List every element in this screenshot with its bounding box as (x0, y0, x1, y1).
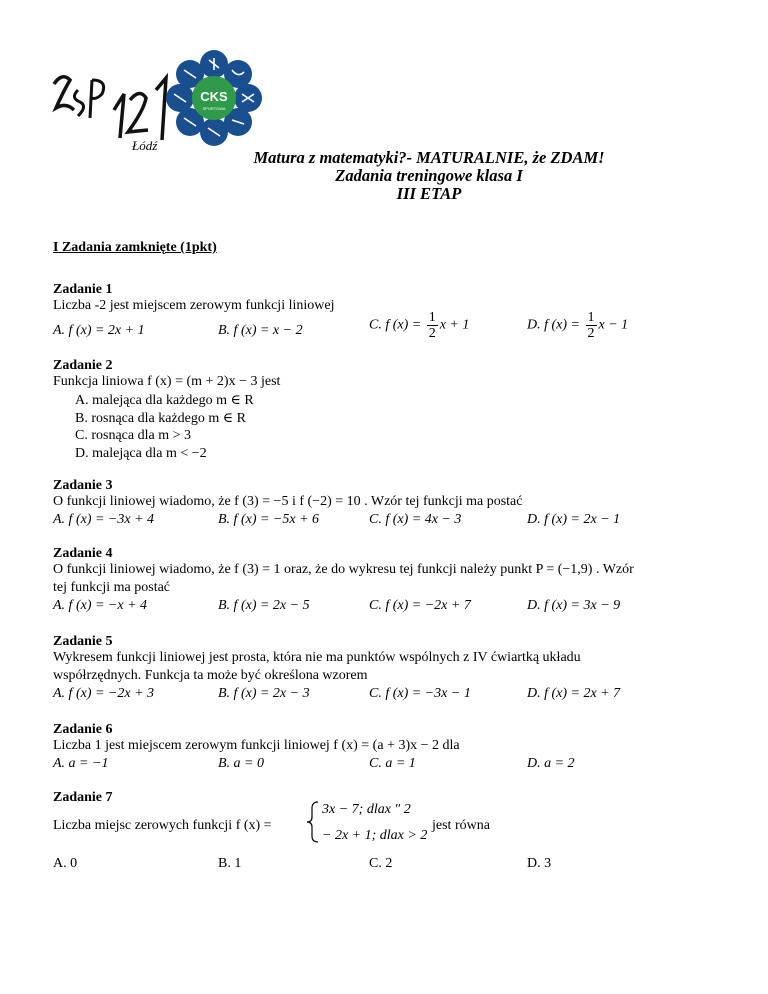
svg-text:CKS: CKS (200, 89, 228, 104)
task-1-option-d: D. f (x) = $\frac{1}{2}$ x − 1 (527, 310, 629, 341)
logo-city: Łódź (132, 138, 158, 153)
task-5-option-b: B. f (x) = 2x − 3 (218, 686, 310, 701)
cks-badge (166, 50, 262, 146)
task-7-case-2: − 2x + 1; dlax > 2 (322, 828, 428, 843)
task-3-text: O funkcji liniowej wiadomo, że f (3) = −5 i f (−2) = 10 . Wzór tej funkcji ma postać (53, 494, 523, 509)
task-7-case-1: 3x − 7; dlax ″ 2 (322, 802, 411, 817)
task-3-option-b: B. f (x) = −5x + 6 (218, 512, 320, 527)
brace-icon (306, 800, 320, 844)
task-1-option-b: B. f (x) = x − 2 (218, 323, 303, 338)
task-1-text: Liczba -2 jest miejscem zerowym funkcji liniowej (53, 298, 335, 313)
task-2-title: Zadanie 2 (53, 358, 113, 373)
task-2-option-c: C. rosnąca dla m > 3 (75, 428, 191, 443)
page-subtitle: Zadania treningowe klasa I (335, 166, 523, 185)
task-3-option-d: D. f (x) = 2x − 1 (527, 512, 621, 527)
task-7-tail: jest równa (432, 818, 490, 833)
task-7-option-a: A. 0 (53, 856, 78, 871)
task-3-title: Zadanie 3 (53, 478, 113, 493)
task-1-option-c: C. f (x) = $\frac{1}{2}$ x + 1 (369, 310, 470, 341)
page-stage: III ETAP (396, 184, 462, 203)
task-4-option-b: B. f (x) = 2x − 5 (218, 598, 310, 613)
task-4-option-c: C. f (x) = −2x + 7 (369, 598, 471, 613)
task-7-text: Liczba miejsc zerowych funkcji f (x) = (53, 818, 272, 833)
task-4-text: O funkcji liniowej wiadomo, że f (3) = 1 oraz, że do wykresu tej funkcji należy punkt P = (−1,9) . Wzór (53, 562, 634, 577)
school-logo (48, 50, 318, 160)
section-title: I Zadania zamknięte (1pkt) (53, 240, 217, 255)
task-5-text-cont: współrzędnych. Funkcja ta może być określona wzorem (53, 668, 368, 683)
svg-text:SPORTOWA: SPORTOWA (202, 106, 226, 111)
task-4-title: Zadanie 4 (53, 546, 113, 561)
task-2-option-b: B. rosnąca dla każdego m ∈ R (75, 411, 246, 426)
task-2-text: Funkcja liniowa f (x) = (m + 2)x − 3 jest (53, 374, 281, 389)
task-6-option-d: D. a = 2 (527, 756, 575, 771)
task-6-text: Liczba 1 jest miejscem zerowym funkcji liniowej f (x) = (a + 3)x − 2 dla (53, 738, 460, 753)
task-7-option-d: D. 3 (527, 856, 552, 871)
task-5-title: Zadanie 5 (53, 634, 113, 649)
fraction-one-half: $\frac{1}{2}$ (587, 310, 595, 341)
task-4-option-d: D. f (x) = 3x − 9 (527, 598, 621, 613)
task-5-option-d: D. f (x) = 2x + 7 (527, 686, 621, 701)
task-5-option-c: C. f (x) = −3x − 1 (369, 686, 471, 701)
fraction-one-half: $\frac{1}{2}$ (428, 310, 436, 341)
task-1-title: Zadanie 1 (53, 282, 113, 297)
task-3-option-c: C. f (x) = 4x − 3 (369, 512, 462, 527)
task-3-option-a: A. f (x) = −3x + 4 (53, 512, 155, 527)
task-1-option-a: A. f (x) = 2x + 1 (53, 323, 145, 338)
task-4-text-cont: tej funkcji ma postać (53, 580, 171, 595)
task-6-option-c: C. a = 1 (369, 756, 416, 771)
task-4-option-a: A. f (x) = −x + 4 (53, 598, 148, 613)
task-5-option-a: A. f (x) = −2x + 3 (53, 686, 155, 701)
task-5-text: Wykresem funkcji liniowej jest prosta, która nie ma punktów wspólnych z IV ćwiartką układu (53, 650, 581, 665)
task-2-option-d: D. malejąca dla m < −2 (75, 446, 207, 461)
task-2-option-a: A. malejąca dla każdego m ∈ R (75, 393, 254, 408)
task-6-option-a: A. a = −1 (53, 756, 109, 771)
piecewise-brace (306, 800, 320, 849)
task-7-title: Zadanie 7 (53, 790, 113, 805)
zsp-logo-graphic (48, 50, 318, 160)
task-6-option-b: B. a = 0 (218, 756, 264, 771)
task-6-title: Zadanie 6 (53, 722, 113, 737)
task-7-option-c: C. 2 (369, 856, 393, 871)
page-title: Matura z matematyki?- MATURALNIE, że ZDAM! (253, 148, 605, 167)
task-7-option-b: B. 1 (218, 856, 242, 871)
